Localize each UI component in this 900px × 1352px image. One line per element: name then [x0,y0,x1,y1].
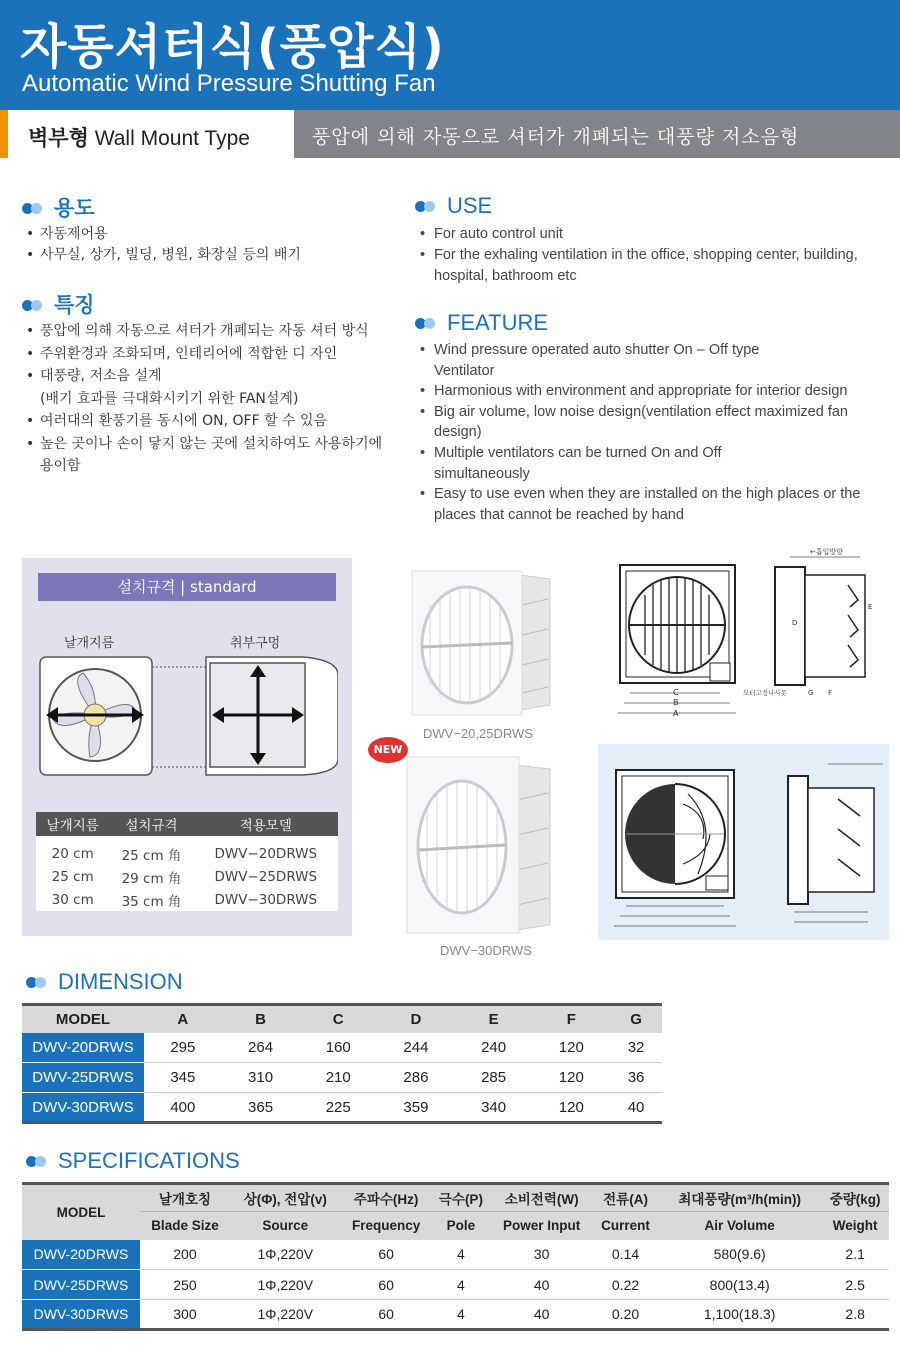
list-item: • Big air volume, low noise design(ventilation effect maximized fan [420,402,890,423]
use-en-heading: USE [415,193,492,219]
bullet-dots-icon [22,203,52,215]
installation-diagram [38,655,338,780]
new-badge: NEW [368,737,408,763]
list-item: • 주위환경과 조화되며, 인테리어에 적합한 디 자인 [26,343,396,366]
mount-hole-label: 취부구멍 [230,636,281,651]
technical-drawing-bottom [598,744,889,940]
table-header: MODEL [22,1184,140,1240]
blade-diameter-label: 날개지름 [64,636,115,651]
list-item: • 사무실, 상가, 빌딩, 병원, 화장실 등의 배기 [26,245,396,266]
fan-30-photo [405,755,555,940]
label-d: D [792,619,798,627]
use-ko-heading: 용도 [22,192,95,222]
bullet-dots-icon [415,201,445,213]
feature-ko-heading: 특징 [22,289,95,319]
table-header: 주파수(Hz) [341,1184,432,1212]
table-header: A [144,1005,222,1033]
fan-20-25-photo [410,565,560,720]
feature-en-list [420,340,890,525]
use-ko-list [26,224,396,266]
bullet-dots-icon [22,300,52,312]
list-item: hospital, bathroom etc [434,268,577,284]
table-row: DWV-25DRWS 250 1Φ,220V 60 4 40 0.22 800(13.4) 2.5 [22,1270,889,1300]
table-header: 적용모델 [194,812,338,836]
list-item: • Easy to use even when they are installed on the high places or the [420,484,890,505]
table-header: Source [230,1212,341,1240]
table-header: Pole [432,1212,491,1240]
standard-table [36,812,338,911]
dimension-table [22,1003,662,1124]
table-header: 날개호칭 [140,1184,230,1212]
list-item: (배기 효과를 극대화시키기 위한 FAN설계) [40,390,299,407]
table-row: 25 cm 29 cm 角 DWV−25DRWS [51,868,318,887]
table-header: Power Input [490,1212,593,1240]
dimension-heading: DIMENSION [26,969,183,995]
list-item: places that cannot be reached by hand [434,506,684,523]
type-ko: 벽부형 [28,127,89,150]
label-c: C [673,688,679,697]
use-en-list [420,224,890,287]
product-caption-2: DWV−30DRWS [440,943,532,958]
table-header: 설치규격 [109,812,193,836]
product-caption-1: DWV−20,25DRWS [423,726,533,741]
table-header: 소비전력(W) [490,1184,593,1212]
label-f: F [828,689,833,697]
table-header: 중량(kg) [821,1184,889,1212]
specifications-table [22,1182,889,1331]
table-header: 날개지름 [36,812,109,836]
list-item: • 대풍량, 저소음 설계 [26,365,396,388]
label-b: B [673,698,679,707]
table-header: Current [593,1212,658,1240]
list-item: • 자동제어용 [26,224,396,245]
specifications-heading: SPECIFICATIONS [26,1148,240,1174]
feature-ko-list [26,320,396,478]
list-item: design) [434,424,482,441]
table-header: MODEL [22,1005,144,1033]
table-header: Air Volume [658,1212,821,1240]
label-e: E [868,603,873,611]
table-header: Weight [821,1212,889,1240]
list-item: • For auto control unit [420,224,890,245]
list-item: • Harmonious with environment and appropriate for interior design [420,381,890,402]
label-fix: 모터고정나사못 [743,689,787,697]
table-header: G [610,1005,662,1033]
list-item: • 여러대의 환풍기를 동시에 ON, OFF 할 수 있음 [26,410,396,433]
list-item: • Multiple ventilators can be turned On and Off [420,443,890,464]
page-title: 자동셔터식(풍압식) [20,19,445,75]
page-subtitle: Automatic Wind Pressure Shutting Fan [22,70,436,97]
bullet-dots-icon [26,1156,56,1168]
table-row: DWV-30DRWS 400 365 225 359 340 120 40 [22,1093,662,1123]
feature-en-heading: FEATURE [415,310,548,336]
bullet-dots-icon [415,318,445,330]
table-row: 30 cm 35 cm 角 DWV−30DRWS [51,891,318,910]
table-header: 최대풍량(m³/h(min)) [658,1184,821,1212]
table-header: D [377,1005,455,1033]
list-item: Ventilator [434,362,495,379]
table-row: DWV-20DRWS 200 1Φ,220V 60 4 30 0.14 580(9.6) 2.1 [22,1240,889,1270]
table-row: DWV-25DRWS 345 310 210 286 285 120 36 [22,1063,662,1093]
list-item: • 높은 곳이나 손이 닿지 않는 곳에 설치하여도 사용하기에 [26,433,396,456]
table-header: F [532,1005,610,1033]
table-row: 20 cm 25 cm 角 DWV−20DRWS [51,845,318,864]
label-top: ←흡입방향 [810,548,843,556]
table-header: C [299,1005,377,1033]
list-item: • For the exhaling ventilation in the office, shopping center, building, [420,245,890,266]
table-header: Frequency [341,1212,432,1240]
bullet-dots-icon [26,977,56,989]
list-item: • 풍압에 의해 자동으로 셔터가 개폐되는 자동 셔터 방식 [26,320,396,343]
type-description: 풍압에 의해 자동으로 셔터가 개폐되는 대풍량 저소음형 [312,126,800,148]
table-header: Blade Size [140,1212,230,1240]
table-row: DWV-30DRWS 300 1Φ,220V 60 4 40 0.20 1,100(18.3) 2.8 [22,1300,889,1330]
type-label [28,122,250,152]
type-en: Wall Mount Type [94,127,250,150]
table-header: 전류(A) [593,1184,658,1212]
list-item: 용이함 [40,458,81,474]
label-a: A [673,709,679,718]
technical-drawing-top [610,545,890,725]
list-item: simultaneously [434,465,530,482]
label-g: G [808,689,814,697]
table-header: E [455,1005,533,1033]
table-header: B [222,1005,300,1033]
table-header: 극수(P) [432,1184,491,1212]
table-header: 상(Φ), 전압(v) [230,1184,341,1212]
table-row: DWV-20DRWS 295 264 160 244 240 120 32 [22,1033,662,1063]
standard-heading: 설치규격 | standard [38,573,336,601]
list-item: • Wind pressure operated auto shutter On – Off type [420,340,890,361]
